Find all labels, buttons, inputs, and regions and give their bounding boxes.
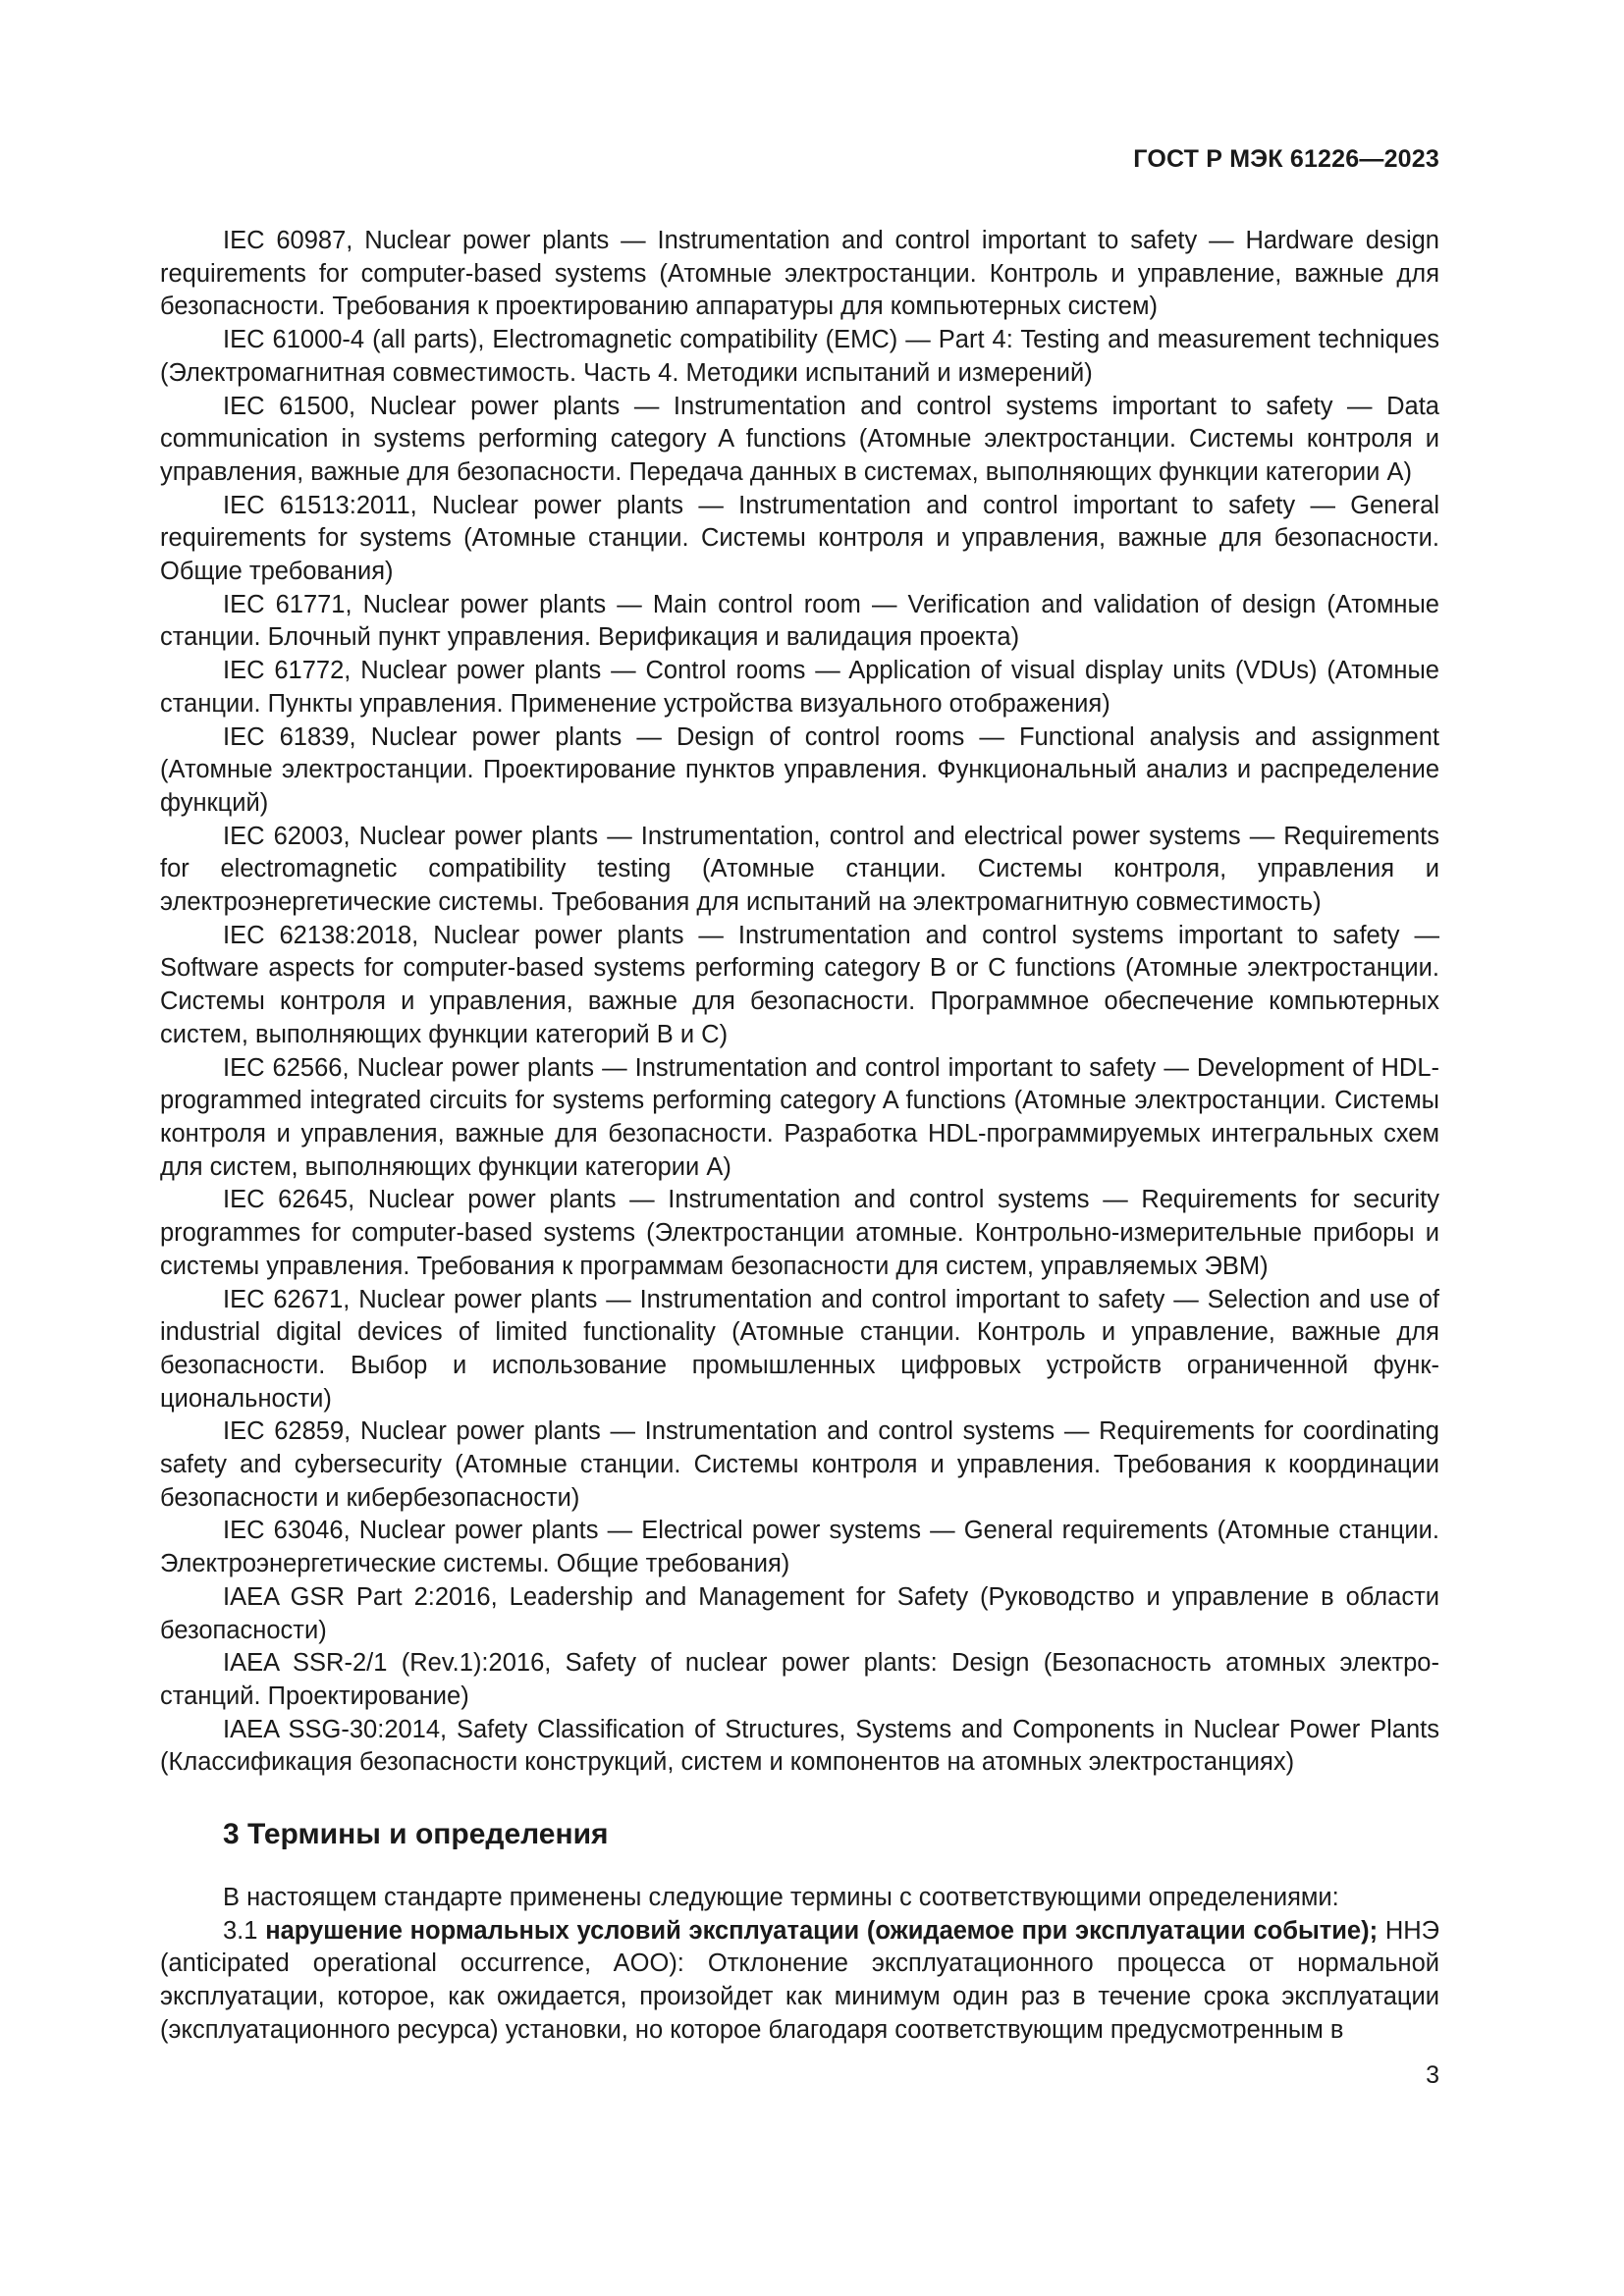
reference-item: IEC 62859, Nuclear power plants — Instrumentation and control systems — Requirements for coordinating safety and cybersecurity (Атомные станции. Системы контроля и управления. Требования к координации безопасности и кибербезопасности) (160, 1417, 1439, 1512)
reference-item: IEC 61772, Nuclear power plants — Control rooms — Application of visual display units (VDUs) (Атомные станции. Пункты управления. Применение устройства визуального отображения) (160, 657, 1439, 718)
reference-item: IEC 61513:2011, Nuclear power plants — Instrumentation and control important to safety — General requirements for systems (Атомные станции. Системы контроля и управления, важные для безопасности. Общие требования) (160, 491, 1439, 586)
reference-item: IEC 62003, Nuclear power plants — Instrumentation, control and electrical power systems — Requirements for electromagnetic compatibility testing (Атомные станции. Системы контроля, управления и электроэнергетические системы. Требования для испытаний на электромагнитную совместимость) (160, 822, 1439, 917)
page-content (160, 225, 1439, 2048)
normative-references-list (160, 225, 1439, 1780)
page-number: 3 (1426, 2061, 1439, 2089)
reference-item: IEC 61000-4 (all parts), Electromagnetic compatibility (EMC) — Part 4: Testing and measurement techniques (Электромагнитная совместимость. Часть 4. Методики испытаний и измерений) (160, 326, 1439, 387)
document-standard-id: ГОСТ Р МЭК 61226—2023 (1133, 145, 1439, 173)
reference-item: IEC 62645, Nuclear power plants — Instrumentation and control systems — Requirements for security programmes for computer-based systems (Электростанции атомные. Контрольно-измерительные приборы и системы управления. Требования к программам безопасности для систем, управляемых ЭВМ) (160, 1186, 1439, 1280)
term-definition-text: ННЭ (anticipated operational occurrence, AOO): Отклонение эксплуатационного процесса от нормальной эксплуатации, которое, как ожидается, произойдет как минимум один раз в течение срока эксплуатации (эксплуатационного ресурса) установки, но которое благодаря соответствующим предусмотренным в (160, 1916, 1439, 2044)
reference-item: IEC 61839, Nuclear power plants — Design of control rooms — Functional analysis and assignment (Атомные электростанции. Проектирование пунктов управления. Функциональный анализ и распределение функций) (160, 722, 1439, 817)
reference-item: IEC 60987, Nuclear power plants — Instrumentation and control important to safety — Hardware design requirements for computer-based systems (Атомные электростанции. Контроль и управление, важные для безопасности. Требования к проектированию аппаратуры для компьютерных систем) (160, 227, 1439, 321)
reference-item: IEC 62671, Nuclear power plants — Instrumentation and control important to safety — Selection and use of industrial digital devices of limited functionality (Атомные станции. Контроль и управление, важные для безопасности. Выбор и использование промышленных цифровых устройств ограниченной функциональности) (160, 1285, 1439, 1413)
reference-item: IAEA GSR Part 2:2016, Leadership and Management for Safety (Руководство и управление в области безопасности) (160, 1582, 1439, 1644)
term-number: 3.1 (223, 1916, 266, 1945)
term-name: нарушение нормальных условий эксплуатации (ожидаемое при эксплуатации событие); (265, 1916, 1379, 1945)
reference-item: IAEA SSR-2/1 (Rev.1):2016, Safety of nuclear power plants: Design (Безопасность атомных электростанций. Проектирование) (160, 1649, 1439, 1710)
reference-item: IEC 61771, Nuclear power plants — Main control room — Verification and validation of design (Атомные станции. Блочный пункт управления. Верификация и валидация проекта) (160, 590, 1439, 652)
reference-item: IEC 62566, Nuclear power plants — Instrumentation and control important to safety — Development of HDL-programmed integrated circuits for systems performing category A functions (Атомные электростанции. Системы контроля и управления, важные для безопасности. Разработка HDL-программируемых интегральных схем для систем, выполняющих функции категории A) (160, 1053, 1439, 1181)
section-heading: 3 Термины и определения (223, 1818, 609, 1851)
reference-item: IAEA SSG-30:2014, Safety Classification of Structures, Systems and Components in Nuclear Power Plants (Классификация безопасности конструкций, систем и компонентов на атомных электростанциях) (160, 1715, 1439, 1777)
reference-item: IEC 63046, Nuclear power plants — Electrical power systems — General requirements (Атомные станции. Электроэнергетические системы. Общие требования) (160, 1517, 1439, 1578)
reference-item: IEC 61500, Nuclear power plants — Instrumentation and control systems important to safety — Data communication in systems performing category A functions (Атомные электростанции. Системы контроля и управления, важные для безопасности. Передача данных в системах, выполняющих функции категории A) (160, 392, 1439, 486)
section-intro: В настоящем стандарте применены следующие термины с соответствующими определениями: (223, 1884, 1339, 1912)
term-definition (160, 1915, 1439, 2048)
reference-item: IEC 62138:2018, Nuclear power plants — Instrumentation and control systems important to safety — Software aspects for computer-based systems performing category B or C functions (Атомные электростанции. Системы контроля и управления, важные для безопасности. Программное обеспечение компьютерных систем, выполняющих функции категорий B и C) (160, 921, 1439, 1048)
